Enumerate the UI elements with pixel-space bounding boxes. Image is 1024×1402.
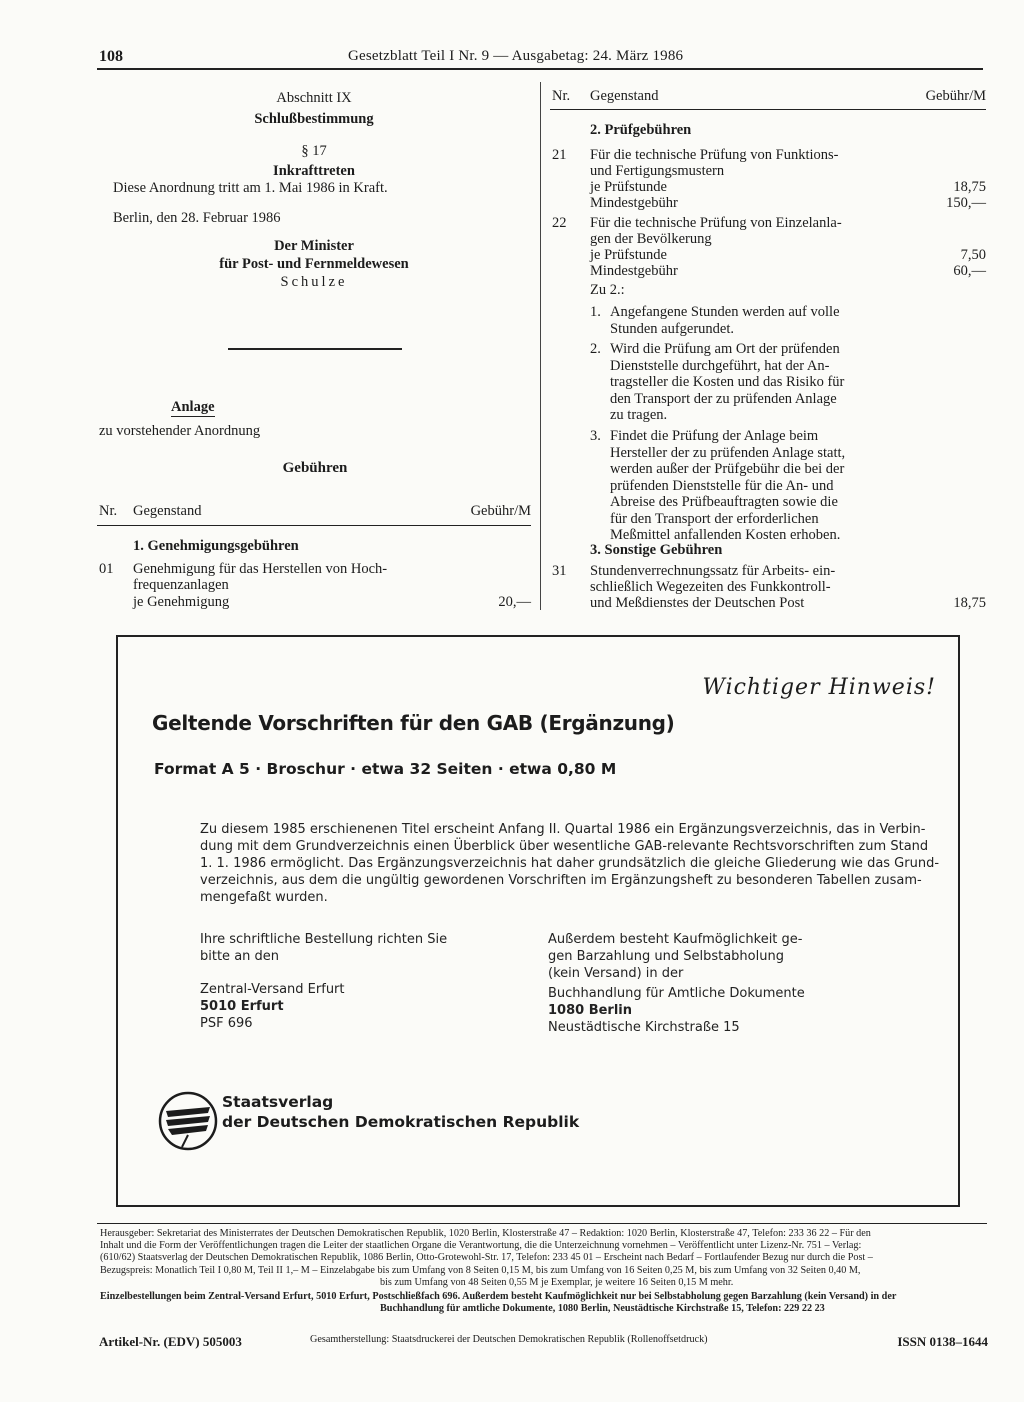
note-number: 2. — [590, 341, 601, 357]
address-line: 5010 Erfurt — [200, 999, 284, 1014]
publisher-line: der Deutschen Demokratischen Republik — [222, 1113, 580, 1131]
notice-heading: Wichtiger Hinweis! — [702, 675, 936, 700]
left-table-header — [99, 503, 531, 521]
row-21-line2: und Fertigungsmustern — [590, 163, 725, 179]
note-item — [590, 428, 986, 544]
advertisement-box — [116, 635, 960, 1207]
signer-title-2: für Post- und Fernmeldewesen — [219, 255, 409, 272]
group-1-title: 1. Genehmigungsgebühren — [133, 538, 299, 554]
header-rule — [97, 68, 983, 70]
imprint-line: Bezugspreis: Monatlich Teil I 0,80 M, Teil II 1,– M – Einzelabgabe bis zum Umfang von 8 Seiten 0,15 M, bis zum Umfang von 16 Seiten 0,25 M, bis zum Umfang von 32 Seiten 0,40 M, — [100, 1264, 861, 1276]
group-2-title: 2. Prüfgebühren — [590, 122, 692, 138]
publisher-name — [222, 1092, 579, 1132]
note-number: 1. — [590, 304, 601, 320]
paragraph-text: Diese Anordnung tritt am 1. Mai 1986 in Kraft. — [113, 180, 388, 196]
ad-body-line: verzeichnis, aus dem die ungültig gewordenen Vorschriften im Ergänzungsheft zu besonderen Tabellen zusam- — [200, 873, 922, 888]
note-heading: Zu 2.: — [590, 282, 625, 298]
row-21-line3: je Prüfstunde — [590, 179, 667, 195]
page-number: 108 — [99, 48, 123, 65]
note-line: für den Transport der erforderlichen — [610, 510, 819, 527]
imprint-line: Inhalt und die Form der Veröffentlichungen tragen die Leiter der staatlichen Organe die Verantwortung, die die Unterzeichnung vornehmen – Veröffentlicht unter Lizenz-Nr. 751 – Verlag: — [100, 1240, 862, 1252]
row-22-line2: gen der Bevölkerung — [590, 231, 712, 247]
signer-name: Schulze — [280, 274, 348, 290]
column-divider — [540, 82, 541, 610]
publisher-logo-icon — [158, 1091, 218, 1151]
note-line: Findet die Prüfung der Anlage beim — [610, 428, 819, 444]
annex-title: Anlage — [171, 399, 215, 415]
note-number: 3. — [590, 428, 601, 444]
row-22-fee4: 60,— — [953, 263, 986, 279]
ad-description — [200, 821, 940, 906]
address-line: PSF 696 — [200, 1016, 253, 1031]
order-block — [200, 931, 490, 1032]
annex-subtitle: zu vorstehender Anordnung — [99, 423, 261, 439]
place-date: Berlin, den 28. Februar 1986 — [113, 209, 281, 226]
right-table-rule — [550, 109, 986, 110]
row-21-line1: Für die technische Prüfung von Funktions- — [590, 147, 839, 163]
col-nr-header: Nr. — [552, 88, 571, 104]
row-22-fee3: 7,50 — [960, 247, 986, 263]
row-31-line2: schließlich Wegezeiten des Funkkontroll- — [590, 579, 831, 595]
note-item — [590, 304, 986, 338]
row-22-line3: je Prüfstunde — [590, 247, 667, 263]
ad-body-line: dung mit dem Grundverzeichnis einen Überblick über wesentliche GAB-relevante Rechtsvorschriften zum Stand — [200, 839, 929, 854]
paragraph-number: § 17 — [301, 143, 327, 159]
note-line: Angefangene Stunden werden auf volle — [610, 304, 840, 320]
col-fee-header: Gebühr/M — [925, 88, 986, 104]
group-3-title: 3. Sonstige Gebühren — [590, 542, 723, 558]
publisher-line: Staatsverlag — [222, 1093, 334, 1111]
right-table-header — [552, 88, 986, 106]
imprint-text — [100, 1228, 990, 1315]
note-line: den Transport der zu prüfenden Anlage — [610, 390, 837, 407]
notes-list — [590, 304, 986, 544]
purchase-line: (kein Versand) in der — [548, 966, 684, 981]
col-item-header: Gegenstand — [133, 503, 202, 519]
address-line: Zentral-Versand Erfurt — [200, 982, 345, 997]
row-01-line2: frequenzanlagen — [133, 577, 229, 593]
note-item — [590, 341, 986, 425]
row-31-line1: Stundenverrechnungssatz für Arbeits- ein- — [590, 563, 836, 579]
right-table-body — [552, 122, 986, 612]
imprint-line: Herausgeber: Sekretariat des Ministerrates der Deutschen Demokratischen Republik, 1020 Berlin, Klosterstraße 47 – Redaktion: 1020 Berlin, Klosterstraße 47, Telefon: 233 36 22 – Für den — [100, 1228, 871, 1239]
note-line: Abreise des Prüfbeauftragten sowie die — [610, 494, 838, 510]
note-line: Hersteller der zu prüfenden Anlage statt, — [610, 444, 846, 461]
note-line: Meßmittel anfallenden Kosten erhoben. — [610, 527, 841, 543]
page-header-title: Gesetzblatt Teil I Nr. 9 — Ausgabetag: 24. März 1986 — [348, 48, 684, 64]
article-number: Artikel-Nr. (EDV) 505003 — [99, 1334, 242, 1349]
signature-rule — [228, 348, 402, 350]
order-line: Ihre schriftliche Bestellung richten Sie — [200, 932, 448, 947]
imprint-rule — [97, 1223, 987, 1224]
purchase-block — [548, 931, 848, 1036]
note-line: prüfenden Dienststelle für die An- und — [610, 477, 834, 494]
note-line: Wird die Prüfung am Ort der prüfenden — [610, 341, 840, 357]
row-21-fee3: 18,75 — [953, 179, 986, 195]
fees-title: Gebühren — [282, 459, 348, 476]
annex-block — [99, 398, 531, 476]
row-01-fee: 20,— — [498, 594, 531, 610]
paragraph-title: Inkrafttreten — [273, 162, 355, 179]
address-line: 1080 Berlin — [548, 1003, 633, 1018]
imprint-order-line: Buchhandlung für amtliche Dokumente, 1080 Berlin, Neustädtische Kirchstraße 15, Telefon: 229 22 23 — [380, 1303, 825, 1315]
row-22-line1: Für die technische Prüfung von Einzelanla- — [590, 215, 842, 231]
imprint-order-line: Einzelbestellungen beim Zentral-Versand Erfurt, 5010 Erfurt, Postschließfach 696. Außerdem besteht Kaufmöglichkeit nur bei Selbstabholung gegen Barzahlung (kein Versand) in der — [100, 1291, 897, 1303]
printer-info: Gesamtherstellung: Staatsdruckerei der Deutschen Demokratischen Republik (Rollenoffsetdruck) — [310, 1334, 708, 1345]
address-line: Neustädtische Kirchstraße 15 — [548, 1020, 740, 1035]
col-nr-header: Nr. — [99, 503, 118, 519]
signer-title-1: Der Minister — [274, 238, 354, 254]
row-01-line1: Genehmigung für das Herstellen von Hoch- — [133, 561, 388, 577]
row-21-nr: 21 — [552, 147, 567, 163]
left-column — [99, 90, 531, 291]
row-22-nr: 22 — [552, 215, 567, 231]
left-table-body — [99, 538, 531, 618]
col-fee-header: Gebühr/M — [470, 503, 531, 519]
note-line: Dienststelle durchgeführt, hat der An- — [610, 357, 830, 374]
section-title: Schlußbestimmung — [254, 110, 374, 127]
note-line: zu tragen. — [610, 407, 668, 423]
left-table-rule — [97, 525, 531, 526]
row-31-nr: 31 — [552, 563, 567, 579]
purchase-line: Außerdem besteht Kaufmöglichkeit ge- — [548, 932, 803, 947]
ad-body-line: 1. 1. 1986 ermöglicht. Das Ergänzungsverzeichnis hat daher grundsätzlich die gleiche Gliederung wie das Grund- — [200, 856, 940, 871]
ad-body-line: Zu diesem 1985 erschienenen Titel erscheint Anfang II. Quartal 1986 ein Ergänzungsverzeichnis, das in Verbin- — [200, 822, 926, 837]
row-01-line3: je Genehmigung — [133, 594, 230, 610]
ad-body-line: mengefaßt wurden. — [200, 890, 328, 905]
row-21-fee4: 150,— — [946, 195, 986, 211]
address-line: Buchhandlung für Amtliche Dokumente — [548, 986, 805, 1001]
section-label: Abschnitt IX — [276, 90, 352, 106]
row-22-line4: Mindestgebühr — [590, 263, 678, 279]
imprint-line: bis zum Umfang von 48 Seiten 0,55 M je Exemplar, je weitere 16 Seiten 0,15 M mehr. — [380, 1276, 734, 1288]
row-31-fee: 18,75 — [953, 595, 986, 611]
col-item-header: Gegenstand — [590, 88, 659, 104]
ad-subtitle: Format A 5 · Broschur · etwa 32 Seiten · etwa 0,80 M — [154, 760, 617, 778]
note-line: tragsteller die Kosten und das Risiko für — [610, 374, 845, 390]
row-01-nr: 01 — [99, 561, 114, 577]
issn: ISSN 0138–1644 — [897, 1334, 988, 1349]
ad-title: Geltende Vorschriften für den GAB (Ergänzung) — [152, 711, 675, 735]
order-line: bitte an den — [200, 949, 280, 964]
row-31-line3: und Meßdienstes der Deutschen Post — [590, 595, 805, 611]
imprint-line: (610/62) Staatsverlag der Deutschen Demokratischen Republik, 1086 Berlin, Otto-Grotewohl-Str. 17, Telefon: 233 45 01 – Erscheint nach Bedarf – Fortlaufender Bezug nur durch die Post – — [100, 1252, 873, 1264]
note-line: werden außer der Prüfgebühr die bei der — [610, 461, 845, 477]
purchase-line: gen Barzahlung und Selbstabholung — [548, 949, 784, 964]
note-line: Stunden aufgerundet. — [610, 320, 735, 337]
row-21-line4: Mindestgebühr — [590, 195, 678, 211]
